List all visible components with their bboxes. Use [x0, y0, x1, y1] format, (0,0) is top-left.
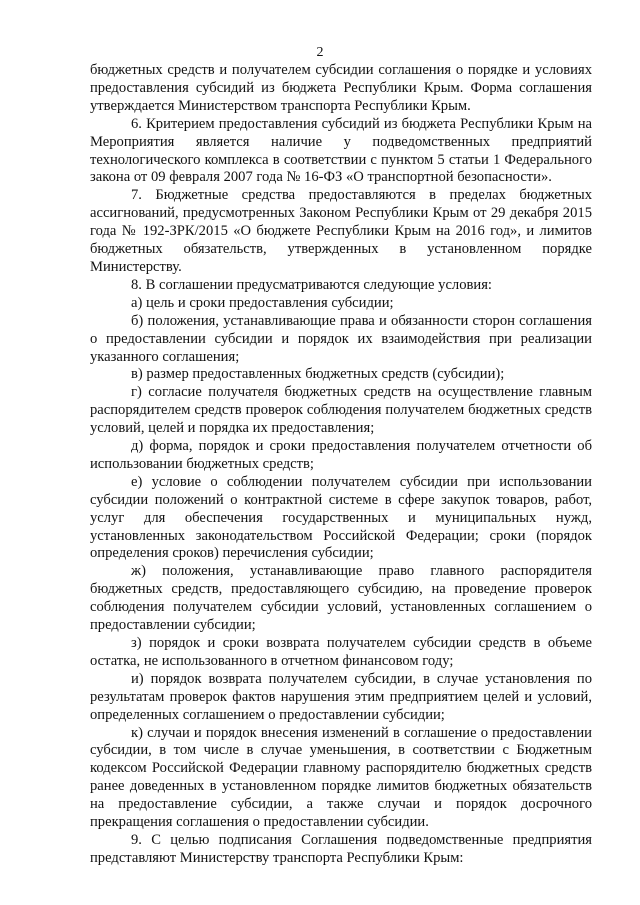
paragraph-item-6: 6. Критерием предоставления субсидий из бюджета Республики Крым на Мероприятия является наличие у подведомственных предприятий технологического комплекса в соответствии с пунктом 5 статьи 1 Федерального закона от 09 февраля 2007 года № 16-ФЗ «О транспортной безопасности».: [90, 115, 592, 186]
subitem-e: е) условие о соблюдении получателем субсидии при использовании субсидии положений о контрактной системе в сфере закупок товаров, работ, услуг для обеспечения государственных и муниципальных нужд, установленных законодательством Российской Федерации; сроки (порядок определения сроков) перечисления субсидии;: [90, 473, 592, 562]
document-body: [90, 62, 592, 868]
paragraph-item-7: 7. Бюджетные средства предоставляются в пределах бюджетных ассигнований, предусмотренных Законом Республики Крым от 29 декабря 2015 года № 192-ЗРК/2015 «О бюджете Республики Крым на 2016 год», и лимитов бюджетных обязательств, утвержденных в установленном порядке Министерству.: [90, 187, 592, 275]
subitem-b: б) положения, устанавливающие права и обязанности сторон соглашения о предоставлении субсидии и порядок их взаимодействия при реализации указанного соглашения;: [90, 312, 592, 365]
paragraph-item-9: 9. С целью подписания Соглашения подведомственные предприятия представляют Министерству транспорта Республики Крым:: [90, 831, 592, 866]
subitem-v: в) размер предоставленных бюджетных средств (субсидии);: [131, 366, 505, 383]
subitem-k: к) случаи и порядок внесения изменений в соглашение о предоставлении субсидии, в том числе в случае уменьшения, в соответствии с Бюджетным кодексом Российской Федерации главному распорядителю бюджетных средств ранее доведенных в установленном порядке лимитов бюджетных обязательств на предоставление субсидии, а также случаи и порядок досрочного прекращения соглашения о предоставлении субсидии.: [90, 724, 592, 831]
page-number: 2: [316, 45, 324, 60]
subitem-a: а) цель и сроки предоставления субсидии;: [131, 294, 394, 311]
paragraph-continuation: бюджетных средств и получателем субсидии соглашения о порядке и условиях предоставления субсидий из бюджета Республики Крым. Форма соглашения утверждается Министерством транспорта Республики Крым.: [90, 62, 592, 114]
subitem-zh: ж) положения, устанавливающие право главного распорядителя бюджетных средств, предоставляющего субсидию, на проведение проверок соблюдения получателем субсидии условий, установленных соглашением о предоставлении субсидии;: [90, 563, 592, 634]
subitem-g: г) согласие получателя бюджетных средств на осуществление главным распорядителем средств проверок соблюдения получателем бюджетных средств условий, целей и порядка их предоставления;: [90, 384, 592, 437]
paragraph-item-8: 8. В соглашении предусматриваются следующие условия:: [131, 276, 492, 293]
subitem-z: з) порядок и сроки возврата получателем субсидии средств в объеме остатка, не использованного в отчетном финансовом году;: [90, 635, 592, 669]
subitem-i: и) порядок возврата получателем субсидии, в случае установления по результатам проверок фактов нарушения этим предприятием целей и условий, определенных соглашением о предоставлении субсидии;: [90, 670, 592, 723]
subitem-d: д) форма, порядок и сроки предоставления получателем отчетности об использовании бюджетных средств;: [90, 438, 592, 472]
